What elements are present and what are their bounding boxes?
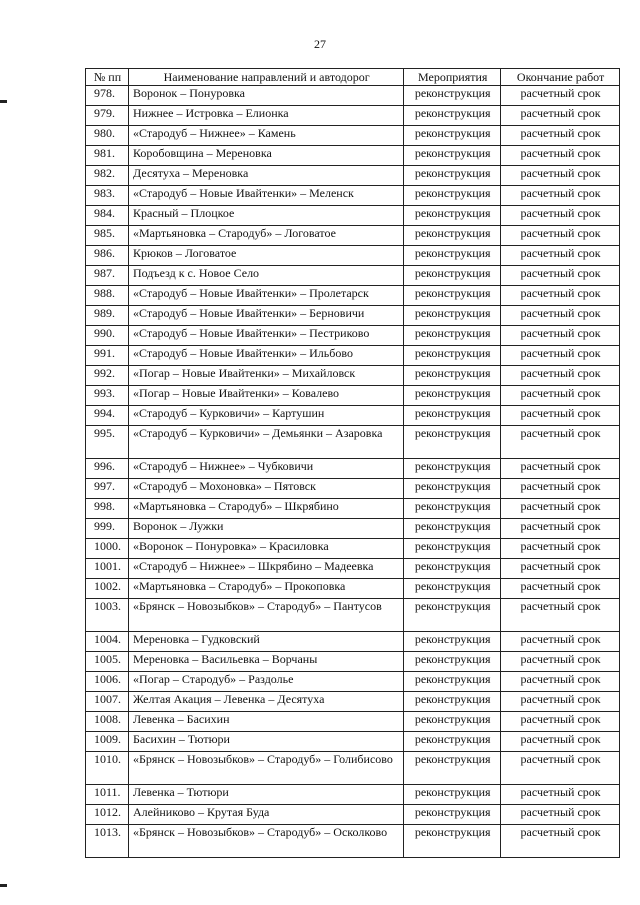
table-row [86, 246, 620, 266]
table-row [86, 712, 620, 732]
road-name: «Стародуб – Нижнее» – Чубковичи [128, 459, 403, 479]
road-name: «Стародуб – Нижнее» – Шкрябино – Мадеевка [128, 559, 403, 579]
road-name: «Стародуб – Новые Ивайтенки» – Пестриково [128, 326, 403, 346]
row-activity: реконструкция [404, 386, 501, 406]
row-activity: реконструкция [404, 306, 501, 326]
table-row [86, 386, 620, 406]
header-activity: Мероприятия [404, 69, 501, 86]
road-name: «Брянск – Новозыбков» – Стародуб» – Пантусов [128, 599, 403, 632]
road-name: «Мартьяновка – Стародуб» – Логоватое [128, 226, 403, 246]
row-activity: реконструкция [404, 146, 501, 166]
row-activity: реконструкция [404, 825, 501, 858]
row-activity: реконструкция [404, 712, 501, 732]
row-activity: реконструкция [404, 732, 501, 752]
row-activity: реконструкция [404, 86, 501, 106]
road-name: «Стародуб – Новые Ивайтенки» – Меленск [128, 186, 403, 206]
row-activity: реконструкция [404, 459, 501, 479]
row-end-date: расчетный срок [501, 579, 620, 599]
road-name: «Стародуб – Новые Ивайтенки» – Пролетарск [128, 286, 403, 306]
row-number: 1011. [86, 785, 129, 805]
row-number: 995. [86, 426, 129, 459]
road-name: «Погар – Стародуб» – Раздолье [128, 672, 403, 692]
road-name: «Брянск – Новозыбков» – Стародуб» – Голибисово [128, 752, 403, 785]
table-row [86, 166, 620, 186]
row-end-date: расчетный срок [501, 366, 620, 386]
roads-table [85, 68, 620, 858]
row-activity: реконструкция [404, 246, 501, 266]
table-row [86, 672, 620, 692]
table-row [86, 825, 620, 858]
row-number: 989. [86, 306, 129, 326]
row-end-date: расчетный срок [501, 732, 620, 752]
road-name: Коробовщина – Мереновка [128, 146, 403, 166]
row-number: 1003. [86, 599, 129, 632]
table-row [86, 346, 620, 366]
row-end-date: расчетный срок [501, 266, 620, 286]
row-activity: реконструкция [404, 519, 501, 539]
row-activity: реконструкция [404, 226, 501, 246]
road-name: Крюков – Логоватое [128, 246, 403, 266]
row-activity: реконструкция [404, 266, 501, 286]
row-end-date: расчетный срок [501, 166, 620, 186]
row-end-date: расчетный срок [501, 599, 620, 632]
road-name: «Мартьяновка – Стародуб» – Прокоповка [128, 579, 403, 599]
road-name: «Стародуб – Новые Ивайтенки» – Ильбово [128, 346, 403, 366]
table-row [86, 186, 620, 206]
row-end-date: расчетный срок [501, 632, 620, 652]
row-activity: реконструкция [404, 426, 501, 459]
row-number: 998. [86, 499, 129, 519]
table-row [86, 226, 620, 246]
row-number: 1007. [86, 692, 129, 712]
header-end: Окончание работ [501, 69, 620, 86]
row-activity: реконструкция [404, 406, 501, 426]
table-row [86, 785, 620, 805]
table-row [86, 146, 620, 166]
road-name: Желтая Акация – Левенка – Десятуха [128, 692, 403, 712]
road-name: «Стародуб – Мохоновка» – Пятовск [128, 479, 403, 499]
row-number: 996. [86, 459, 129, 479]
row-end-date: расчетный срок [501, 386, 620, 406]
row-activity: реконструкция [404, 206, 501, 226]
road-name: Нижнее – Истровка – Елионка [128, 106, 403, 126]
row-number: 1001. [86, 559, 129, 579]
table-row [86, 539, 620, 559]
row-end-date: расчетный срок [501, 286, 620, 306]
table-row [86, 406, 620, 426]
row-end-date: расчетный срок [501, 106, 620, 126]
row-number: 990. [86, 326, 129, 346]
table-row [86, 559, 620, 579]
row-number: 1002. [86, 579, 129, 599]
row-number: 1000. [86, 539, 129, 559]
row-number: 981. [86, 146, 129, 166]
row-activity: реконструкция [404, 286, 501, 306]
table-row [86, 326, 620, 346]
row-activity: реконструкция [404, 366, 501, 386]
row-end-date: расчетный срок [501, 559, 620, 579]
row-end-date: расчетный срок [501, 326, 620, 346]
table-row [86, 579, 620, 599]
row-end-date: расчетный срок [501, 306, 620, 326]
row-number: 1013. [86, 825, 129, 858]
row-number: 994. [86, 406, 129, 426]
table-row [86, 426, 620, 459]
row-end-date: расчетный срок [501, 226, 620, 246]
row-number: 987. [86, 266, 129, 286]
row-number: 993. [86, 386, 129, 406]
table-row [86, 306, 620, 326]
table-row [86, 126, 620, 146]
row-activity: реконструкция [404, 652, 501, 672]
road-name: «Воронок – Понуровка» – Красиловка [128, 539, 403, 559]
row-number: 999. [86, 519, 129, 539]
road-name: Алейниково – Крутая Буда [128, 805, 403, 825]
row-number: 1006. [86, 672, 129, 692]
row-number: 997. [86, 479, 129, 499]
row-end-date: расчетный срок [501, 86, 620, 106]
row-number: 982. [86, 166, 129, 186]
row-activity: реконструкция [404, 479, 501, 499]
row-end-date: расчетный срок [501, 692, 620, 712]
table-row [86, 519, 620, 539]
row-end-date: расчетный срок [501, 712, 620, 732]
row-activity: реконструкция [404, 499, 501, 519]
row-activity: реконструкция [404, 559, 501, 579]
table-row [86, 206, 620, 226]
table-row [86, 499, 620, 519]
road-name: Подъезд к с. Новое Село [128, 266, 403, 286]
row-activity: реконструкция [404, 632, 501, 652]
row-number: 986. [86, 246, 129, 266]
row-end-date: расчетный срок [501, 186, 620, 206]
road-name: «Стародуб – Нижнее» – Камень [128, 126, 403, 146]
table-row [86, 459, 620, 479]
row-end-date: расчетный срок [501, 246, 620, 266]
row-end-date: расчетный срок [501, 406, 620, 426]
table-row [86, 732, 620, 752]
row-number: 980. [86, 126, 129, 146]
road-name: Мереновка – Васильевка – Ворчаны [128, 652, 403, 672]
row-activity: реконструкция [404, 166, 501, 186]
row-activity: реконструкция [404, 539, 501, 559]
row-activity: реконструкция [404, 599, 501, 632]
road-name: Левенка – Тютюри [128, 785, 403, 805]
row-activity: реконструкция [404, 672, 501, 692]
row-number: 1004. [86, 632, 129, 652]
road-name: Воронок – Лужки [128, 519, 403, 539]
row-end-date: расчетный срок [501, 459, 620, 479]
row-number: 1012. [86, 805, 129, 825]
row-activity: реконструкция [404, 752, 501, 785]
road-name: Десятуха – Мереновка [128, 166, 403, 186]
row-number: 985. [86, 226, 129, 246]
table-row [86, 652, 620, 672]
row-end-date: расчетный срок [501, 652, 620, 672]
road-name: «Стародуб – Курковичи» – Картушин [128, 406, 403, 426]
row-end-date: расчетный срок [501, 539, 620, 559]
table-row [86, 599, 620, 632]
row-number: 978. [86, 86, 129, 106]
road-name: Воронок – Понуровка [128, 86, 403, 106]
row-number: 992. [86, 366, 129, 386]
road-name: «Погар – Новые Ивайтенки» – Михайловск [128, 366, 403, 386]
row-number: 1005. [86, 652, 129, 672]
header-number: № пп [86, 69, 129, 86]
row-end-date: расчетный срок [501, 672, 620, 692]
row-number: 984. [86, 206, 129, 226]
row-end-date: расчетный срок [501, 825, 620, 858]
row-number: 988. [86, 286, 129, 306]
row-activity: реконструкция [404, 785, 501, 805]
road-name: «Стародуб – Новые Ивайтенки» – Берновичи [128, 306, 403, 326]
row-number: 991. [86, 346, 129, 366]
row-end-date: расчетный срок [501, 126, 620, 146]
scan-margin-mark [0, 100, 7, 103]
table-row [86, 86, 620, 106]
table-row [86, 805, 620, 825]
road-name: «Мартьяновка – Стародуб» – Шкрябино [128, 499, 403, 519]
table-row [86, 632, 620, 652]
row-number: 1009. [86, 732, 129, 752]
table-row [86, 479, 620, 499]
row-activity: реконструкция [404, 126, 501, 146]
row-end-date: расчетный срок [501, 805, 620, 825]
table-row [86, 366, 620, 386]
row-end-date: расчетный срок [501, 519, 620, 539]
road-name: Басихин – Тютюри [128, 732, 403, 752]
row-end-date: расчетный срок [501, 479, 620, 499]
road-name: «Стародуб – Курковичи» – Демьянки – Азаровка [128, 426, 403, 459]
row-end-date: расчетный срок [501, 752, 620, 785]
row-end-date: расчетный срок [501, 785, 620, 805]
header-name: Наименование направлений и автодорог [128, 69, 403, 86]
road-name: Мереновка – Гудковский [128, 632, 403, 652]
road-name: «Погар – Новые Ивайтенки» – Ковалево [128, 386, 403, 406]
table-row [86, 266, 620, 286]
row-number: 979. [86, 106, 129, 126]
scan-margin-mark [0, 884, 7, 887]
row-activity: реконструкция [404, 692, 501, 712]
table-row [86, 692, 620, 712]
row-activity: реконструкция [404, 579, 501, 599]
row-activity: реконструкция [404, 805, 501, 825]
row-end-date: расчетный срок [501, 346, 620, 366]
table-row [86, 752, 620, 785]
road-name: Красный – Плоцкое [128, 206, 403, 226]
table-row [86, 106, 620, 126]
page-number: 27 [314, 37, 326, 51]
road-name: «Брянск – Новозыбков» – Стародуб» – Осколково [128, 825, 403, 858]
row-activity: реконструкция [404, 326, 501, 346]
row-activity: реконструкция [404, 106, 501, 126]
row-number: 1010. [86, 752, 129, 785]
row-number: 1008. [86, 712, 129, 732]
row-end-date: расчетный срок [501, 426, 620, 459]
table-header-row [86, 69, 620, 86]
row-activity: реконструкция [404, 346, 501, 366]
row-number: 983. [86, 186, 129, 206]
road-name: Левенка – Басихин [128, 712, 403, 732]
table-row [86, 286, 620, 306]
row-end-date: расчетный срок [501, 499, 620, 519]
row-end-date: расчетный срок [501, 146, 620, 166]
table-body [86, 86, 620, 858]
row-activity: реконструкция [404, 186, 501, 206]
row-end-date: расчетный срок [501, 206, 620, 226]
